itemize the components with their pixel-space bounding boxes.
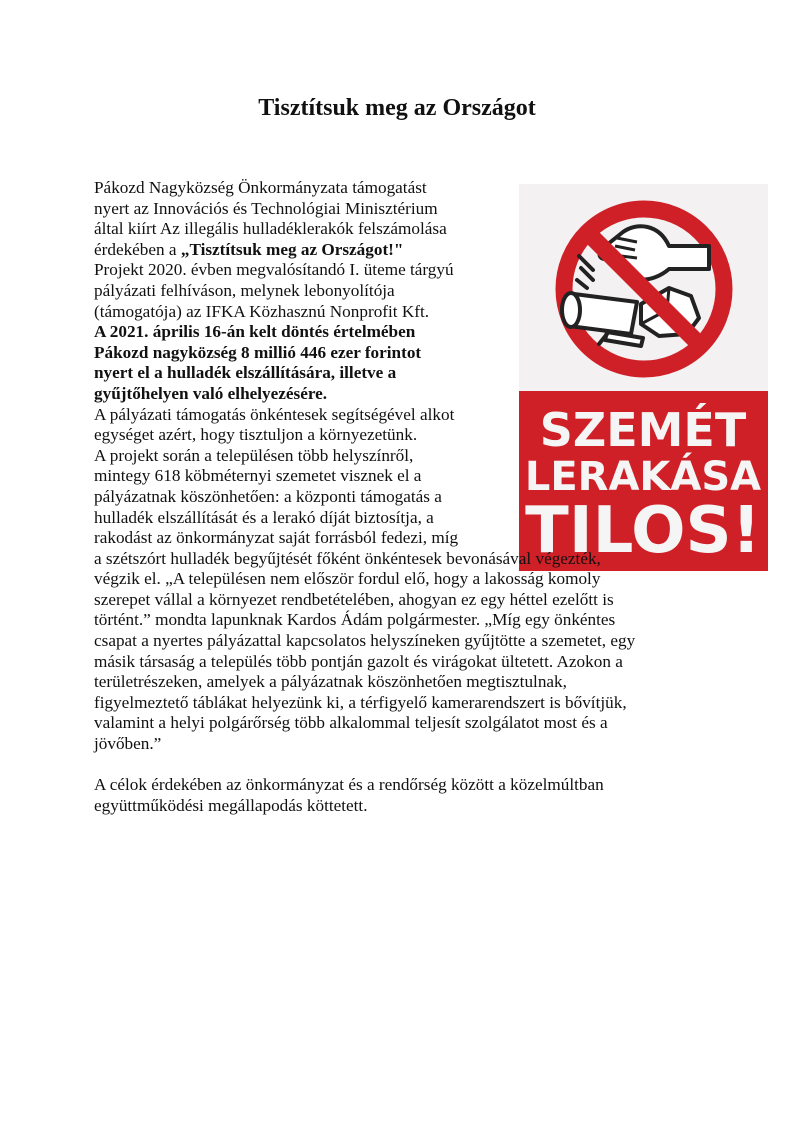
text-line: pályázati felhíváson, melynek lebonyolítója (94, 280, 395, 300)
text-line: végzik el. „A településen nem először fordul elő, hogy a lakosság komoly (94, 569, 601, 589)
text-line: A célok érdekében az önkormányzat és a rendőrség között a közelmúltban (94, 775, 604, 795)
text-line: pályázatnak köszönhetően: a központi támogatás a (94, 486, 442, 506)
paragraph-1 (94, 178, 706, 755)
text-line: másik társaság a település több pontján gazolt és virágokat ültetett. Azokon a (94, 651, 623, 671)
article-body (94, 178, 706, 816)
text-line: történt.” mondta lapunknak Kardos Ádám polgármester. „Míg egy önkéntes (94, 610, 616, 630)
text-line: (támogatója) az IFKA Közhasznú Nonprofit Kft. (94, 301, 430, 321)
highlight-line: Pákozd nagyközség 8 millió 446 ezer forintot (94, 342, 422, 362)
highlight-line: gyűjtőhelyen való elhelyezésére. (94, 383, 328, 403)
text-line: egységet azért, hogy tisztuljon a környezetünk. (94, 425, 418, 445)
text-line: rakodást az önkormányzat saját forrásból fedezi, míg (94, 528, 459, 548)
sign-line-2: LERAKÁSA (524, 454, 762, 500)
page-title: Tisztítsuk meg az Országot (258, 95, 536, 121)
paragraph-gap (94, 755, 706, 776)
text-line: A pályázati támogatás önkéntesek segítségével alkot (94, 404, 455, 424)
text-line: figyelmeztető táblákat helyezünk ki, a térfigyelő kamerarendszert is bővítjük, (94, 692, 627, 712)
text-line: által kiírt Az illegális hulladéklerakók felszámolása (94, 219, 447, 239)
text-line: szerepet vállal a környezet rendbetételében, ahogyan ez egy héttel ezelőtt is (94, 589, 614, 609)
text-line: együttműködési megállapodás köttetett. (94, 795, 368, 815)
sign-line-1: SZEMÉT (539, 403, 747, 457)
text-line: csapat a nyertes pályázattal kapcsolatos helyszíneken gyűjtötte a szemetet, egy (94, 631, 636, 651)
highlight-line: A 2021. április 16-án kelt döntés értelmében (94, 322, 416, 342)
text-line: valamint a helyi polgárőrség több alkalommal teljesít szolgálatot most és a (94, 713, 608, 733)
highlight-line: nyert el a hulladék elszállítására, illetve a (94, 363, 397, 383)
text-line: jövőben.” (94, 734, 162, 754)
text-line (94, 240, 706, 261)
paragraph-2 (94, 775, 706, 816)
text-line: nyert az Innovációs és Technológiai Minisztérium (94, 198, 438, 218)
text-line: mintegy 618 köbméternyi szemetet visznek el a (94, 466, 422, 486)
text-line: Projekt 2020. évben megvalósítandó I. üteme tárgyú (94, 260, 454, 280)
project-name: „Tisztítsuk meg az Országot!" (180, 239, 404, 259)
text-line: A projekt során a településen több helyszínről, (94, 445, 414, 465)
text-line: a szétszórt hulladék begyűjtését főként önkéntesek bevonásával végezték, (94, 548, 601, 568)
sign-line-3: TILOS! (525, 494, 761, 568)
text-line: Pákozd Nagyközség Önkormányzata támogatást (94, 178, 427, 197)
line-prefix: érdekében a (94, 239, 181, 259)
text-line: hulladék elszállítását és a lerakó díját biztosítja, a (94, 507, 434, 527)
text-line: területrészeken, amelyek a pályázatnak köszönhetően megtisztulnak, (94, 672, 567, 692)
